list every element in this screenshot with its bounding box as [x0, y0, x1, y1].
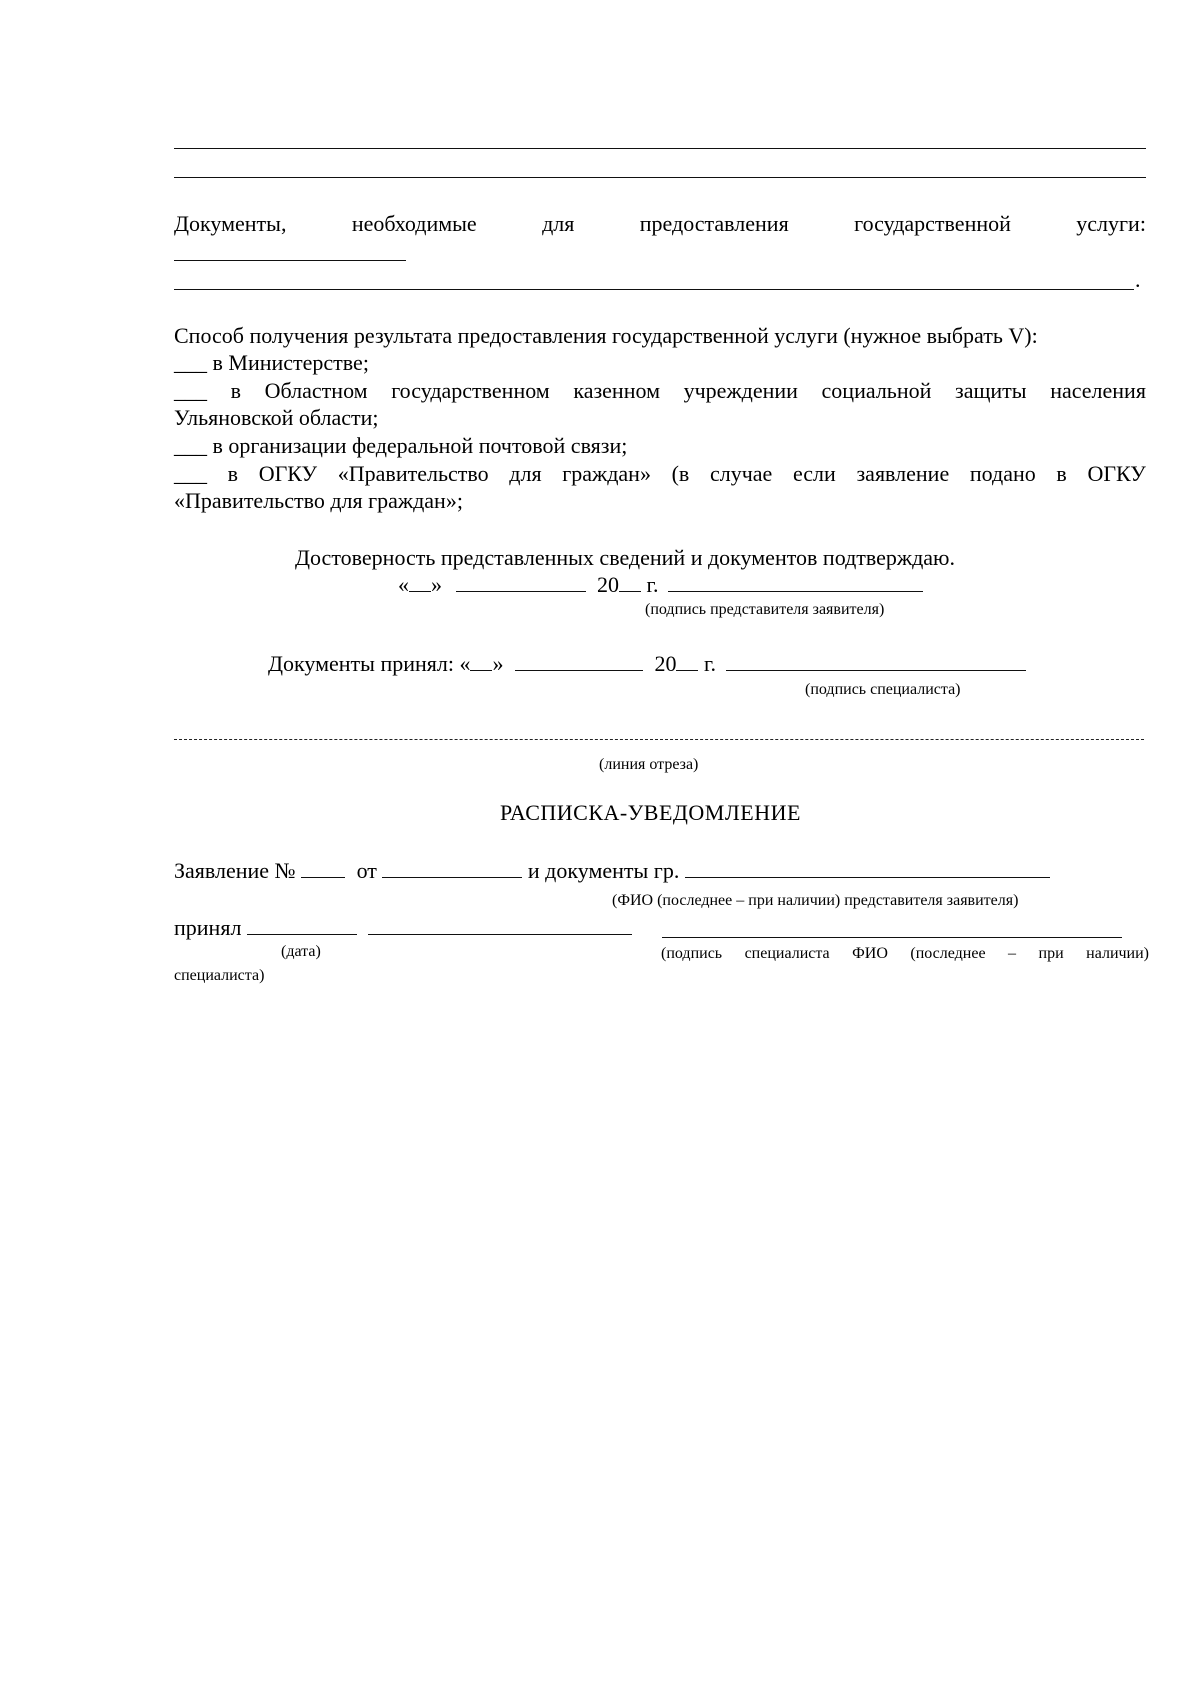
option-label: в Министерстве; — [212, 350, 369, 375]
day-blank[interactable] — [409, 571, 431, 592]
specialist-signature-blank[interactable] — [662, 937, 1122, 938]
word: услуги: — [1076, 211, 1146, 236]
fio-caption: (ФИО (последнее – при наличии) представителя заявителя) — [612, 892, 1019, 909]
year-prefix: 20 — [597, 572, 619, 597]
word: защиты — [955, 378, 1027, 403]
accepted-caption: (подпись специалиста) — [805, 681, 961, 698]
blank-line-top-1[interactable] — [174, 148, 1146, 149]
word: социальной — [821, 378, 932, 403]
word: в — [230, 378, 242, 403]
word: заявление — [856, 461, 950, 486]
application-no-blank[interactable] — [301, 857, 345, 878]
application-no-label: Заявление № — [174, 858, 296, 883]
blank-line-top-2[interactable] — [174, 177, 1146, 178]
word: в — [227, 461, 239, 486]
checkbox-blank[interactable]: ___ — [174, 350, 207, 375]
word: если — [792, 461, 836, 486]
method-option-ogku-social-cont: Ульяновской области; — [174, 405, 379, 430]
application-date-blank[interactable] — [382, 857, 522, 878]
applicant-fio-blank[interactable] — [685, 857, 1050, 878]
option-label: в организации федеральной почтовой связи; — [212, 433, 628, 458]
accepted-row — [268, 650, 1026, 678]
word: государственном — [391, 378, 550, 403]
checkbox-blank[interactable]: ___ — [174, 378, 207, 403]
word: казенном — [573, 378, 660, 403]
word: случае — [709, 461, 773, 486]
confirmation-text: Достоверность представленных сведений и документов подтверждаю. — [295, 545, 955, 570]
word: населения — [1050, 378, 1146, 403]
method-heading: Способ получения результата предоставления государственной услуги (нужное выбрать V): — [174, 323, 1038, 348]
accepted-label: Документы принял: « — [268, 651, 471, 676]
confirmation-date-row — [398, 571, 923, 599]
day-blank[interactable] — [470, 650, 492, 671]
cut-line-caption: (линия отреза) — [599, 756, 699, 773]
signature-caption: (подпись специалиста ФИО (последнее – при наличии) — [661, 945, 1149, 962]
word: учреждении — [683, 378, 798, 403]
accepted-label: принял — [174, 915, 242, 940]
word: ОГКУ — [258, 461, 318, 486]
accepted-field-blank[interactable] — [368, 914, 632, 935]
signature-blank[interactable] — [668, 571, 923, 592]
receipt-accepted-row — [174, 914, 632, 942]
method-option-post[interactable] — [174, 432, 627, 460]
method-option-ministry[interactable] — [174, 349, 369, 377]
word: «Правительство — [337, 461, 489, 486]
checkbox-blank[interactable]: ___ — [174, 433, 207, 458]
word: граждан» — [562, 461, 651, 486]
word: для — [509, 461, 542, 486]
documents-blank-short[interactable] — [174, 260, 406, 261]
cut-line — [174, 739, 1144, 740]
signature-caption-cont: специалиста) — [174, 967, 265, 984]
word: необходимые — [351, 211, 477, 236]
date-close-quote: » — [431, 572, 442, 597]
year-blank[interactable] — [676, 650, 698, 671]
accepted-date-blank[interactable] — [247, 914, 357, 935]
signature-blank[interactable] — [726, 650, 1026, 671]
year-suffix: г. — [646, 572, 659, 597]
checkbox-blank[interactable]: ___ — [174, 461, 207, 486]
method-option-government-cont: «Правительство для граждан»; — [174, 488, 463, 513]
word: Документы, — [174, 211, 287, 236]
month-blank[interactable] — [515, 650, 643, 671]
from-label: от — [356, 858, 377, 883]
receipt-title: РАСПИСКА-УВЕДОМЛЕНИЕ — [500, 800, 801, 825]
receipt-application-row — [174, 857, 1050, 885]
word: предоставления — [639, 211, 789, 236]
method-option-government[interactable] — [174, 460, 1146, 488]
word: для — [542, 211, 575, 236]
word: Областном — [264, 378, 368, 403]
word: государственной — [854, 211, 1011, 236]
word: (в — [671, 461, 690, 486]
date-caption: (дата) — [281, 943, 321, 960]
year-blank[interactable] — [619, 571, 641, 592]
confirmation-caption: (подпись представителя заявителя) — [645, 601, 885, 618]
word: в — [1056, 461, 1067, 486]
word: подано — [969, 461, 1036, 486]
documents-blank-long[interactable] — [174, 289, 1134, 290]
month-blank[interactable] — [456, 571, 586, 592]
word: ОГКУ — [1087, 461, 1146, 486]
documents-end-dot: . — [1135, 267, 1141, 292]
documents-of-label: и документы гр. — [527, 858, 680, 883]
year-suffix: г. — [703, 651, 717, 676]
year-prefix: 20 — [654, 651, 677, 676]
date-open-quote: « — [398, 572, 409, 597]
date-close-quote: » — [492, 651, 504, 676]
documents-required-label — [174, 210, 1146, 238]
method-option-ogku-social[interactable] — [174, 377, 1146, 405]
